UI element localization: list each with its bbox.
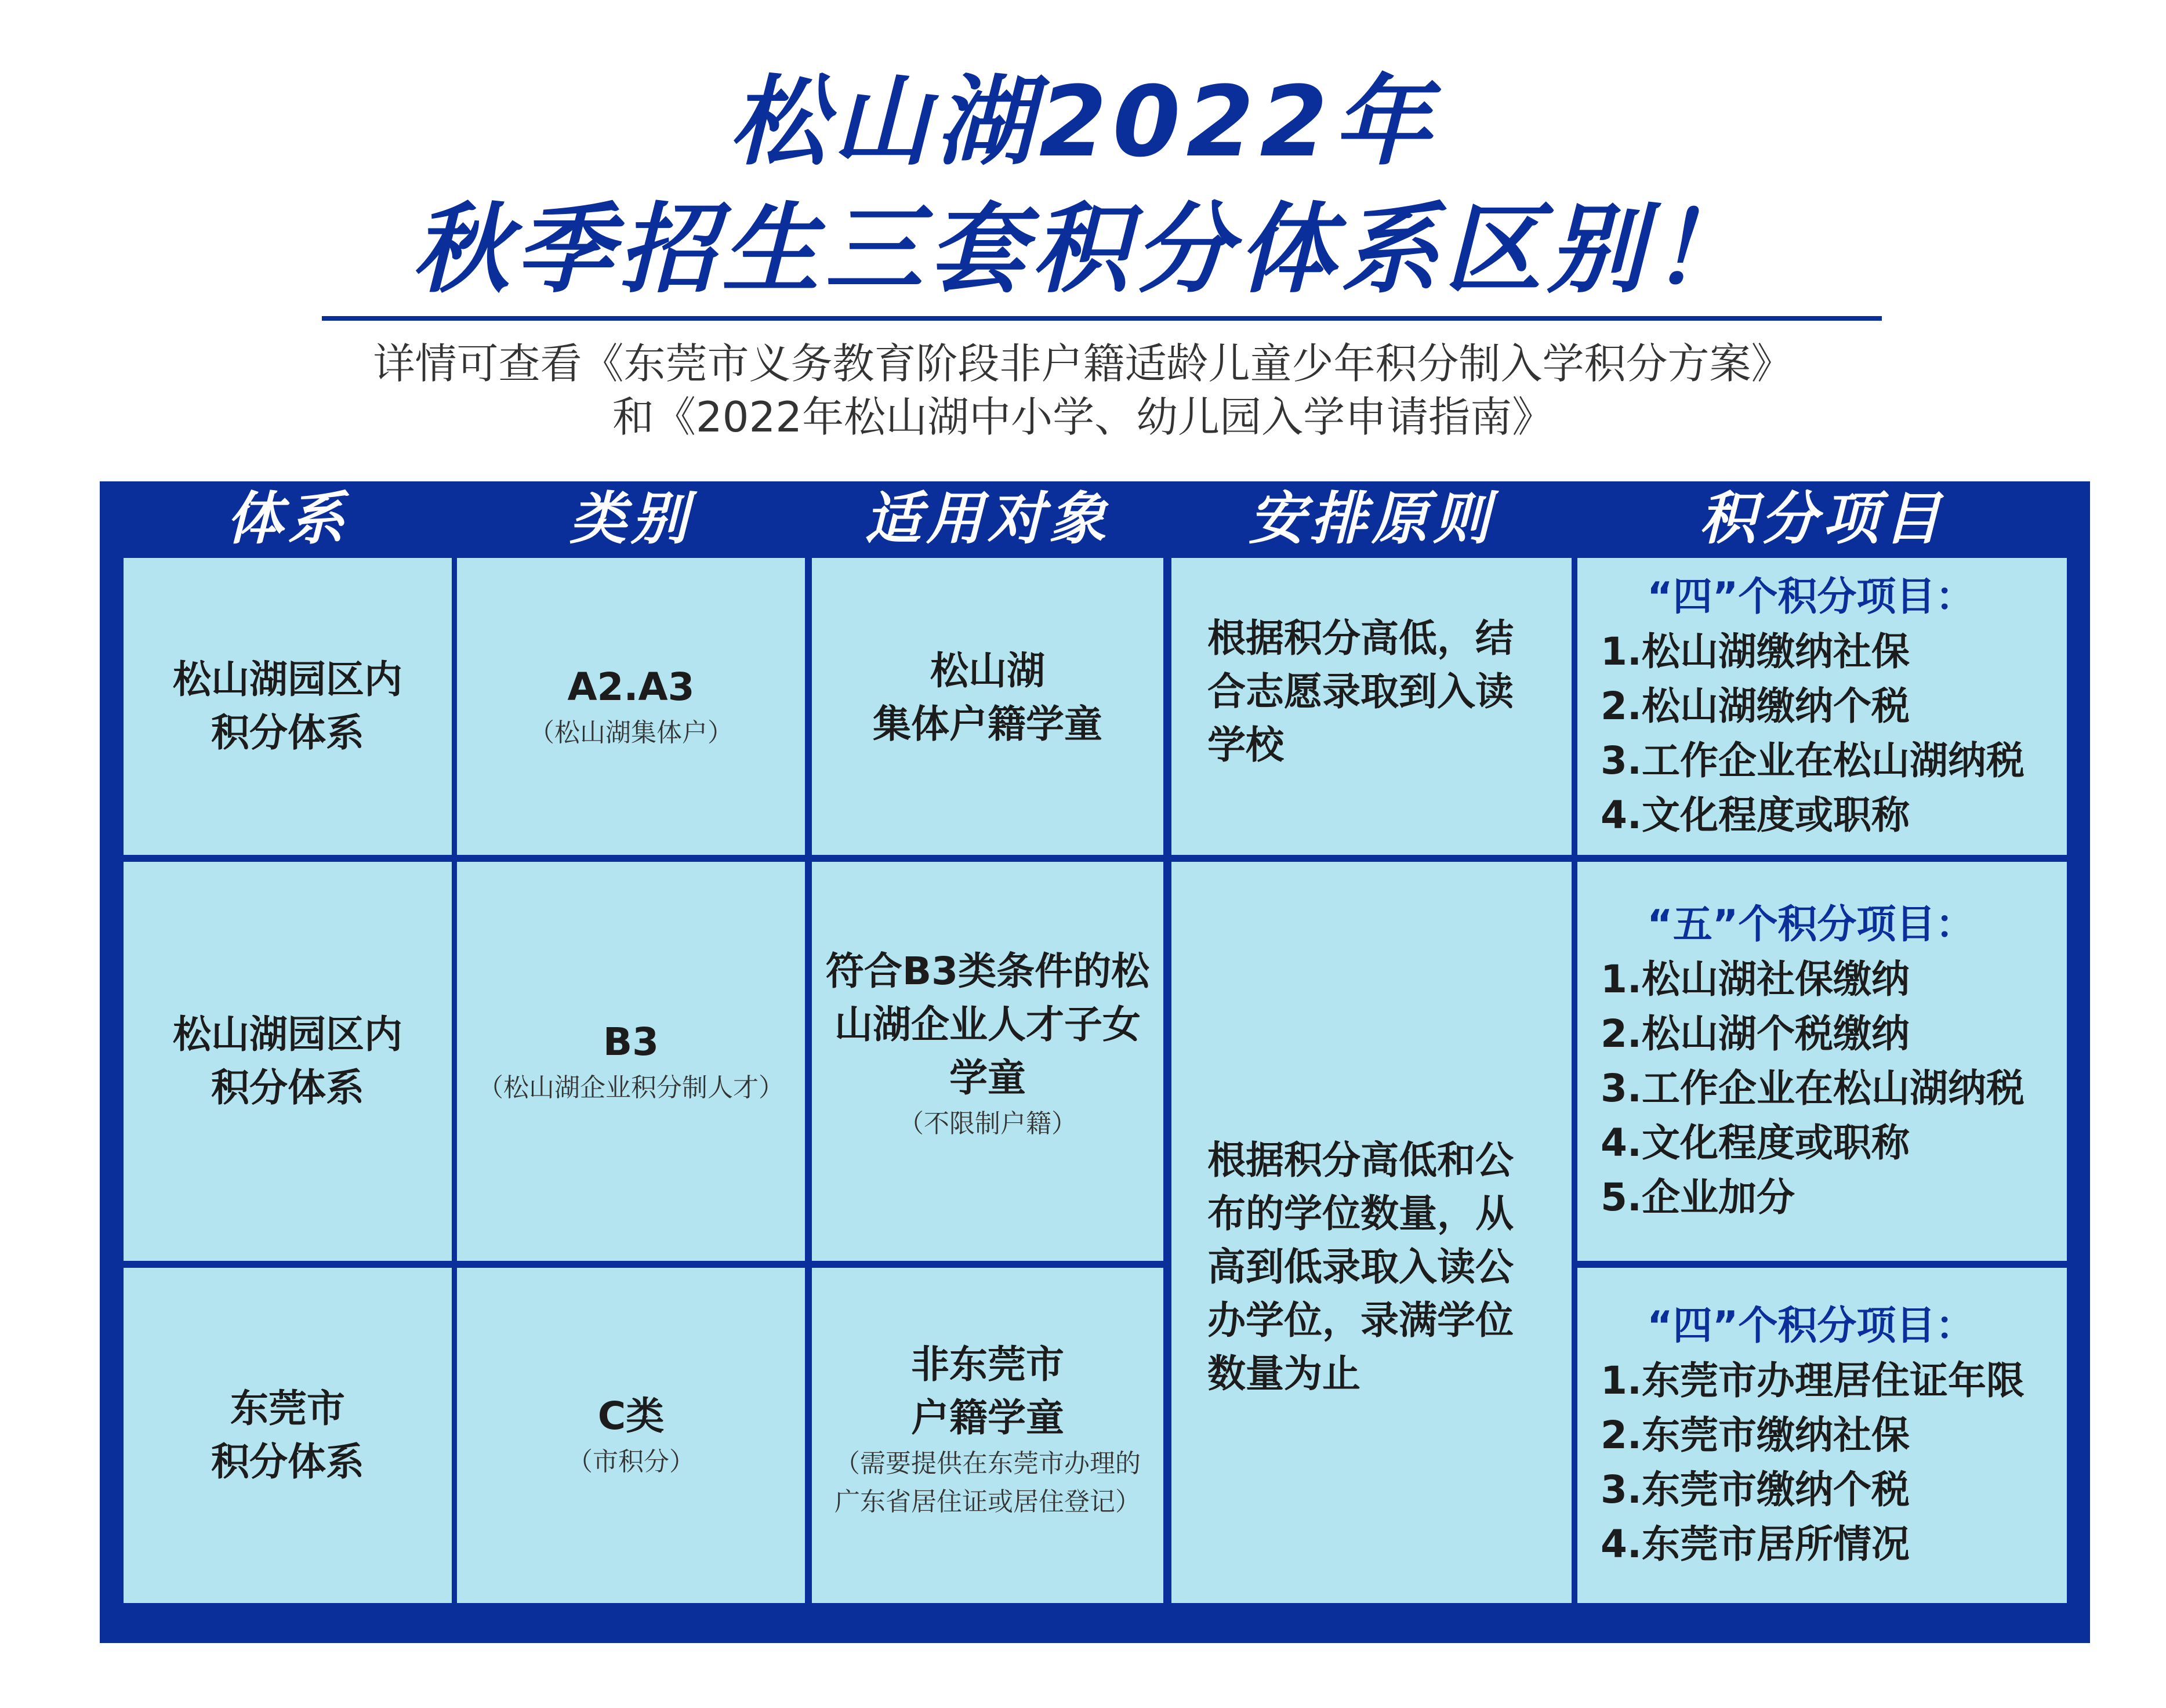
- cell-target-row3: [812, 1268, 1163, 1603]
- points-item: 2.松山湖缴纳个税: [1601, 684, 1910, 728]
- system-line: 松山湖园区内: [173, 1012, 402, 1057]
- category-label: A2.A3: [567, 665, 695, 709]
- points-item: 2.东莞市缴纳社保: [1601, 1413, 1910, 1457]
- system-line: 松山湖园区内: [173, 657, 402, 702]
- points-item: 3.工作企业在松山湖纳税: [1601, 738, 2024, 783]
- cell-principle-row1: [1171, 558, 1572, 855]
- header-principle: 安排原则: [1248, 486, 1494, 552]
- principle-line: 布的学位数量，从: [1207, 1191, 1514, 1236]
- cell-principle-row2-3: [1171, 862, 1572, 1603]
- points-item: 1.松山湖社保缴纳: [1601, 957, 1910, 1002]
- target-line: 松山湖: [930, 648, 1045, 693]
- subtitle-line-1: 详情可查看《东莞市义务教育阶段非户籍适龄儿童少年积分制入学积分方案》: [373, 339, 1793, 388]
- page-title-line-1: 松山湖2022年: [729, 65, 1437, 179]
- target-line: 户籍学童: [911, 1395, 1064, 1440]
- principle-line: 根据积分高低和公: [1207, 1138, 1514, 1183]
- points-title: “四”个积分项目：: [1647, 1303, 1975, 1349]
- system-line: 积分体系: [211, 1439, 364, 1484]
- category-note: （松山湖企业积分制人才）: [478, 1073, 784, 1103]
- subtitle-line-2: 和《2022年松山湖中小学、幼儿园入学申请指南》: [612, 393, 1554, 441]
- header-category: 类别: [569, 486, 692, 552]
- cell-system-row3: [124, 1268, 452, 1603]
- cell-points-row3: [1577, 1268, 2067, 1603]
- cell-system-row2: [124, 862, 452, 1261]
- points-item: 4.东莞市居所情况: [1601, 1522, 1910, 1566]
- points-item: 5.企业加分: [1601, 1175, 1795, 1220]
- page-title-line-2: 秋季招生三套积分体系区别！: [412, 193, 1754, 306]
- target-line: 山湖企业人才子女: [835, 1002, 1141, 1047]
- target-note: 广东省居住证或居住登记）: [835, 1487, 1141, 1517]
- points-title: “四”个积分项目：: [1647, 574, 1975, 620]
- points-item: 1.松山湖缴纳社保: [1601, 629, 1910, 674]
- points-item: 2.松山湖个税缴纳: [1601, 1011, 1910, 1056]
- cell-target-row2: [812, 862, 1163, 1261]
- target-line: 非东莞市: [911, 1342, 1064, 1387]
- cell-points-row2: [1577, 862, 2067, 1261]
- cell-category-row1: [457, 558, 805, 855]
- system-line: 积分体系: [211, 710, 364, 755]
- system-line: 积分体系: [211, 1065, 364, 1110]
- category-label: C类: [597, 1394, 665, 1438]
- target-line: 符合B3类条件的松: [825, 949, 1150, 993]
- principle-line: 办学位，录满学位: [1207, 1298, 1514, 1343]
- target-line: 学童: [949, 1056, 1026, 1100]
- category-note: （松山湖集体户）: [529, 718, 733, 748]
- target-line: 集体户籍学童: [873, 702, 1102, 746]
- points-item: 1.东莞市办理居住证年限: [1601, 1358, 2024, 1403]
- title-divider: [322, 316, 1882, 321]
- principle-line: 数量为止: [1207, 1351, 1360, 1396]
- category-label: B3: [603, 1020, 659, 1064]
- header-target: 适用对象: [864, 486, 1111, 552]
- cell-category-row2: [457, 862, 805, 1261]
- points-item: 4.文化程度或职称: [1601, 793, 1910, 837]
- system-line: 东莞市: [230, 1386, 345, 1431]
- points-title: “五”个积分项目：: [1647, 902, 1975, 948]
- target-note: （不限制户籍）: [898, 1109, 1077, 1138]
- header-points: 积分项目: [1699, 486, 1945, 552]
- principle-line: 高到低录取入读公: [1207, 1245, 1514, 1289]
- points-item: 3.工作企业在松山湖纳税: [1601, 1066, 2024, 1111]
- cell-category-row3: [457, 1268, 805, 1603]
- principle-line: 学校: [1207, 723, 1284, 767]
- category-note: （市积分）: [567, 1447, 695, 1477]
- points-item: 4.文化程度或职称: [1601, 1120, 1910, 1165]
- principle-line: 合志愿录取到入读: [1207, 669, 1514, 714]
- cell-points-row1: [1577, 558, 2067, 855]
- points-item: 3.东莞市缴纳个税: [1601, 1467, 1910, 1512]
- header-system: 体系: [226, 486, 349, 552]
- cell-system-row1: [124, 558, 452, 855]
- principle-line: 根据积分高低，结: [1207, 616, 1514, 661]
- target-note: （需要提供在东莞市办理的: [835, 1449, 1141, 1478]
- cell-target-row1: [812, 558, 1163, 855]
